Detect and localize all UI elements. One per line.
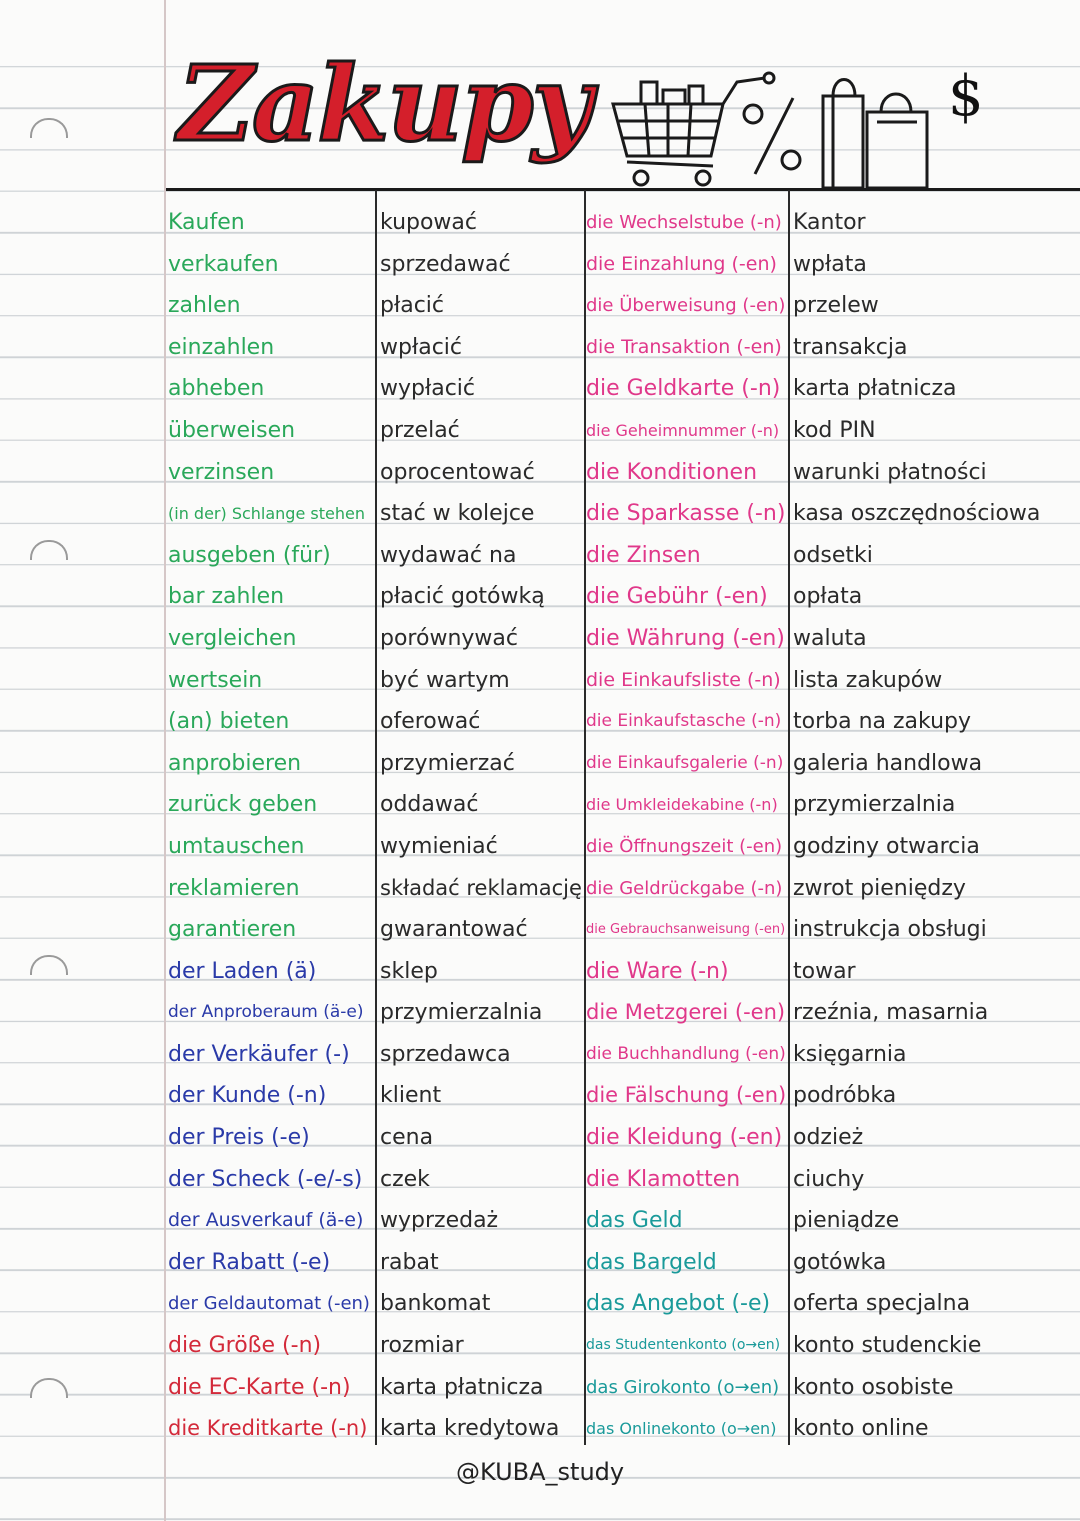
- vocab-entry: die Gebrauchsanweisung (-en): [586, 922, 786, 938]
- vocab-entry: galeria handlowa: [793, 750, 983, 776]
- vocab-entry: zurück geben: [168, 792, 318, 818]
- vocab-entry: die Kreditkarte (-n): [168, 1416, 368, 1441]
- vocab-entry: ausgeben (für): [168, 542, 331, 568]
- vocab-entry: der Laden (ä): [168, 958, 317, 984]
- vocab-entry: die Einzahlung (-en): [586, 252, 777, 275]
- vocab-entry: die Geldrückgabe (-n): [586, 877, 783, 899]
- vocab-entry: transakcja: [793, 334, 908, 360]
- vocab-entry: wpłacić: [380, 334, 462, 360]
- vocab-entry: das Geld: [586, 1208, 683, 1234]
- vocab-entry: die Einkaufstasche (-n): [586, 711, 782, 732]
- vocab-entry: wydawać na: [380, 542, 517, 568]
- vocab-entry: (an) bieten: [168, 709, 290, 735]
- vocab-entry: odzież: [793, 1125, 864, 1151]
- vocab-entry: gwarantować: [380, 917, 528, 943]
- vocab-entry: księgarnia: [793, 1041, 907, 1067]
- vocab-entry: (in der) Schlange stehen: [168, 504, 365, 524]
- vocab-entry: anprobieren: [168, 750, 302, 776]
- vocab-entry: verkaufen: [168, 251, 279, 277]
- vocab-entry: towar: [793, 958, 856, 984]
- vocab-entry: der Verkäufer (-): [168, 1041, 350, 1067]
- binder-hole: [30, 540, 68, 560]
- column-divider: [375, 190, 377, 1445]
- vocab-column-german-1: [168, 202, 373, 1450]
- vocab-entry: gotówka: [793, 1249, 887, 1275]
- vocab-entry: konto studenckie: [793, 1333, 982, 1359]
- vocab-column-german-2: [586, 202, 786, 1450]
- vocab-entry: umtauschen: [168, 833, 305, 859]
- header-rule: [166, 188, 1080, 191]
- vocab-entry: wymieniać: [380, 833, 498, 859]
- vocab-entry: vergleichen: [168, 625, 297, 651]
- page-title: Zakupy: [178, 42, 591, 165]
- vocab-entry: die Metzgerei (-en): [586, 1000, 786, 1025]
- vocab-entry: der Preis (-e): [168, 1125, 310, 1151]
- vocab-entry: sprzedawać: [380, 251, 511, 277]
- vocab-entry: wypłacić: [380, 376, 476, 402]
- vocab-entry: czek: [380, 1166, 430, 1192]
- vocab-entry: przelać: [380, 417, 460, 443]
- vocab-entry: karta płatnicza: [793, 376, 957, 402]
- vocab-entry: bankomat: [380, 1291, 491, 1317]
- vocab-entry: stać w kolejce: [380, 501, 535, 527]
- vocab-entry: der Ausverkauf (ä-e): [168, 1209, 364, 1232]
- vocab-entry: cena: [380, 1125, 434, 1151]
- vocab-entry: die Wechselstube (-n): [586, 212, 782, 233]
- vocab-entry: sklep: [380, 958, 438, 984]
- vocab-entry: lista zakupów: [793, 667, 943, 693]
- vocab-entry: das Angebot (-e): [586, 1291, 771, 1317]
- column-divider: [788, 190, 790, 1445]
- vocab-entry: Kantor: [793, 210, 866, 235]
- vocab-entry: oprocentować: [380, 459, 535, 485]
- binder-hole: [30, 955, 68, 975]
- vocab-entry: przymierzać: [380, 750, 515, 776]
- binder-hole: [30, 118, 68, 138]
- vocab-entry: oferować: [380, 709, 481, 735]
- vocab-entry: das Onlinekonto (o→en): [586, 1419, 777, 1439]
- vocab-entry: die Einkaufsgalerie (-n): [586, 752, 784, 773]
- vocab-entry: die Zinsen: [586, 542, 701, 568]
- vocab-entry: wertsein: [168, 667, 263, 693]
- vocab-entry: rozmiar: [380, 1333, 464, 1359]
- vocab-entry: die Ware (-n): [586, 958, 729, 984]
- vocab-entry: warunki płatności: [793, 459, 987, 485]
- vocab-entry: die Konditionen: [586, 459, 758, 485]
- vocab-entry: die Fälschung (-en): [586, 1083, 787, 1108]
- vocab-entry: kod PIN: [793, 417, 876, 443]
- vocab-entry: być wartym: [380, 667, 510, 693]
- dollar-icon: $: [948, 64, 984, 129]
- vocab-entry: kasa oszczędnościowa: [793, 501, 1041, 527]
- vocab-entry: die Größe (-n): [168, 1333, 322, 1359]
- vocab-entry: die Buchhandlung (-en): [586, 1043, 786, 1064]
- binder-hole: [30, 1378, 68, 1398]
- vocab-entry: das Girokonto (o→en): [586, 1376, 780, 1398]
- vocab-entry: podróbka: [793, 1083, 897, 1109]
- vocab-entry: die Umkleidekabine (-n): [586, 795, 778, 815]
- vocab-entry: die Einkaufsliste (-n): [586, 668, 781, 691]
- vocab-entry: rzeźnia, masarnia: [793, 1000, 989, 1026]
- vocab-column-polish-2: [793, 202, 1073, 1450]
- vocab-entry: die Öffnungszeit (-en): [586, 835, 783, 857]
- vocab-entry: die Klamotten: [586, 1166, 741, 1192]
- vocab-entry: verzinsen: [168, 459, 275, 485]
- vocab-entry: opłata: [793, 584, 863, 610]
- author-credit: @KUBA_study: [456, 1458, 625, 1486]
- vocab-entry: bar zahlen: [168, 584, 285, 610]
- vocab-entry: die Transaktion (-en): [586, 335, 782, 358]
- vocab-entry: die Überweisung (-en): [586, 295, 786, 317]
- vocab-entry: konto osobiste: [793, 1374, 954, 1400]
- vocab-entry: oferta specjalna: [793, 1291, 971, 1317]
- vocab-entry: sprzedawca: [380, 1041, 511, 1067]
- vocab-entry: odsetki: [793, 542, 873, 568]
- vocab-entry: der Rabatt (-e): [168, 1249, 331, 1275]
- shopping-bags-icon: [823, 80, 927, 189]
- notebook-margin-line: [164, 0, 166, 1521]
- vocab-entry: einzahlen: [168, 334, 275, 360]
- vocab-entry: torba na zakupy: [793, 709, 972, 735]
- vocab-entry: Kaufen: [168, 210, 245, 235]
- vocab-entry: oddawać: [380, 792, 479, 818]
- vocab-entry: der Geldautomat (-en): [168, 1293, 370, 1315]
- vocab-entry: zwrot pieniędzy: [793, 875, 966, 901]
- vocab-entry: die Kleidung (-en): [586, 1125, 783, 1151]
- vocab-entry: pieniądze: [793, 1208, 900, 1234]
- vocab-entry: das Studentenkonto (o→en): [586, 1337, 781, 1354]
- vocab-entry: przymierzalnia: [380, 1000, 543, 1026]
- vocab-entry: der Kunde (-n): [168, 1083, 327, 1109]
- vocab-entry: der Anproberaum (ä-e): [168, 1002, 364, 1023]
- vocab-entry: płacić gotówką: [380, 584, 545, 610]
- vocab-entry: das Bargeld: [586, 1249, 717, 1275]
- vocab-entry: abheben: [168, 376, 265, 402]
- vocab-entry: die Gebühr (-en): [586, 584, 768, 610]
- vocab-entry: rabat: [380, 1249, 439, 1275]
- vocab-entry: godziny otwarcia: [793, 833, 980, 859]
- vocab-column-polish-1: [380, 202, 582, 1450]
- vocab-entry: karta kredytowa: [380, 1416, 560, 1442]
- shopping-illustration: [605, 62, 945, 192]
- vocab-entry: przymierzalnia: [793, 792, 956, 818]
- vocab-entry: instrukcja obsługi: [793, 917, 987, 943]
- shopping-cart-icon: [613, 73, 774, 185]
- vocab-entry: die Geldkarte (-n): [586, 376, 781, 402]
- vocab-entry: die Geheimnummer (-n): [586, 420, 780, 440]
- vocab-entry: der Scheck (-e/-s): [168, 1166, 363, 1192]
- vocab-entry: reklamieren: [168, 875, 300, 901]
- vocab-entry: die Sparkasse (-n): [586, 501, 786, 527]
- vocab-entry: garantieren: [168, 917, 297, 943]
- vocab-entry: konto online: [793, 1416, 929, 1442]
- vocab-entry: wpłata: [793, 251, 867, 277]
- vocab-entry: kupować: [380, 210, 478, 235]
- vocab-entry: karta płatnicza: [380, 1374, 544, 1400]
- vocab-entry: überweisen: [168, 417, 296, 443]
- vocab-entry: płacić: [380, 293, 445, 319]
- vocab-entry: porównywać: [380, 625, 518, 651]
- vocab-entry: ciuchy: [793, 1166, 865, 1192]
- vocab-entry: klient: [380, 1083, 442, 1109]
- vocab-entry: składać reklamację: [380, 875, 582, 900]
- vocab-entry: waluta: [793, 625, 867, 651]
- vocab-entry: die Währung (-en): [586, 625, 785, 651]
- vocab-entry: przelew: [793, 293, 879, 319]
- vocab-entry: zahlen: [168, 293, 241, 319]
- vocab-entry: wyprzedaż: [380, 1208, 499, 1234]
- vocab-entry: die EC-Karte (-n): [168, 1374, 351, 1400]
- percent-icon: [744, 98, 800, 174]
